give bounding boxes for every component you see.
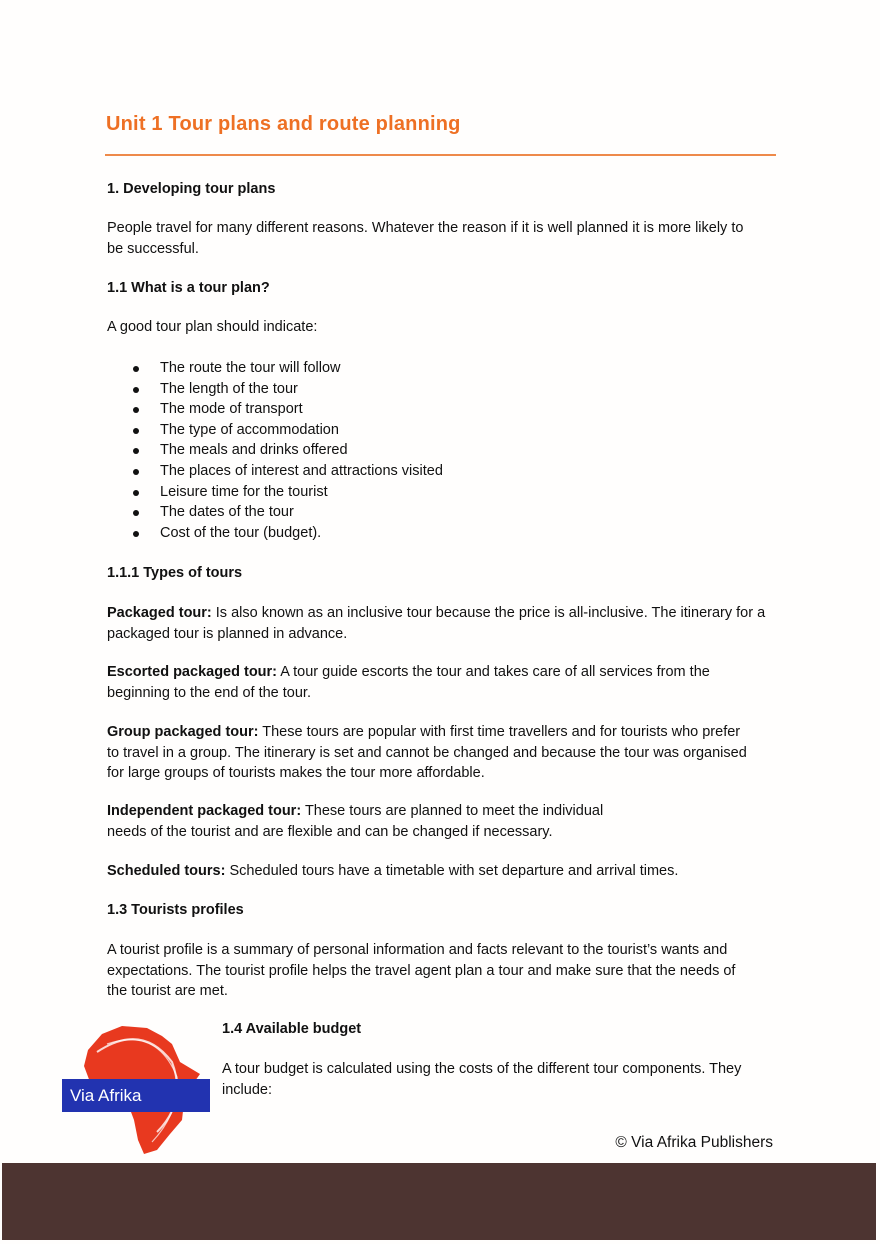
list-item: The route the tour will follow <box>107 358 443 379</box>
copyright-notice: © Via Afrika Publishers <box>615 1134 773 1151</box>
heading-tourist-profiles: 1.3 Tourists profiles <box>107 902 244 918</box>
heading-developing-tour-plans: 1. Developing tour plans <box>107 181 276 197</box>
text-line: A tour guide escorts the tour and takes care of all services from the <box>277 664 710 680</box>
paragraph-packaged-tour <box>107 603 765 644</box>
term: Independent packaged tour: <box>107 803 302 819</box>
text-line: A tourist profile is a summary of personal information and facts relevant to the tourist’s wants and <box>107 942 728 958</box>
text-line: These tours are popular with first time travellers and for tourists who prefer <box>258 724 741 740</box>
heading-available-budget: 1.4 Available budget <box>222 1021 362 1037</box>
list-item: The type of accommodation <box>107 420 443 441</box>
paragraph-independent-tour <box>107 801 603 842</box>
tour-plan-intro: A good tour plan should indicate: <box>107 319 318 335</box>
paragraph-escorted-tour <box>107 662 710 703</box>
title-divider <box>105 154 776 156</box>
term: Group packaged tour: <box>107 724 259 740</box>
text-line: Is also known as an inclusive tour because the price is all-inclusive. The itinerary for a <box>211 605 766 621</box>
page-title: Unit 1 Tour plans and route planning <box>106 113 461 135</box>
paragraph-intro <box>107 218 743 259</box>
list-item: The length of the tour <box>107 379 443 400</box>
list-item: The dates of the tour <box>107 502 443 523</box>
text-line: A tour budget is calculated using the costs of the different tour components. They <box>222 1061 742 1077</box>
term: Packaged tour: <box>107 605 212 621</box>
paragraph-budget <box>222 1059 741 1100</box>
text-line: be successful. <box>107 240 199 257</box>
paragraph-scheduled-tours <box>107 861 678 882</box>
text-line: beginning to the end of the tour. <box>107 684 311 701</box>
list-item: The places of interest and attractions visited <box>107 461 443 482</box>
list-item: The mode of transport <box>107 399 443 420</box>
via-afrika-logo <box>62 1022 212 1157</box>
text-line: needs of the tourist and are flexible and can be changed if necessary. <box>107 823 553 840</box>
paragraph-group-tour <box>107 722 747 784</box>
list-item: Cost of the tour (budget). <box>107 523 443 544</box>
text-line: include: <box>222 1081 272 1098</box>
paragraph-tourist-profile <box>107 940 735 1002</box>
text-line: to travel in a group. The itinerary is set and cannot be changed and because the tour was organised <box>107 744 747 761</box>
list-item: The meals and drinks offered <box>107 440 443 461</box>
logo-text: Via Afrika <box>70 1086 142 1105</box>
text-line: packaged tour is planned in advance. <box>107 625 348 642</box>
text-line: expectations. The tourist profile helps the travel agent plan a tour and make sure that the needs of <box>107 962 736 979</box>
text-line: People travel for many different reasons. Whatever the reason if it is well planned it is more likely to <box>107 220 744 236</box>
footer-band <box>2 1163 876 1240</box>
heading-what-is-tour-plan: 1.1 What is a tour plan? <box>107 280 270 296</box>
heading-types-of-tours: 1.1.1 Types of tours <box>107 565 243 581</box>
text-line: These tours are planned to meet the individual <box>301 803 604 819</box>
term: Scheduled tours: <box>107 863 226 879</box>
term: Escorted packaged tour: <box>107 664 278 680</box>
tour-plan-list <box>107 358 443 543</box>
text-line: the tourist are met. <box>107 983 228 999</box>
text-line: for large groups of tourists makes the tour more affordable. <box>107 765 485 781</box>
text-line: Scheduled tours have a timetable with set departure and arrival times. <box>225 863 679 879</box>
list-item: Leisure time for the tourist <box>107 482 443 503</box>
